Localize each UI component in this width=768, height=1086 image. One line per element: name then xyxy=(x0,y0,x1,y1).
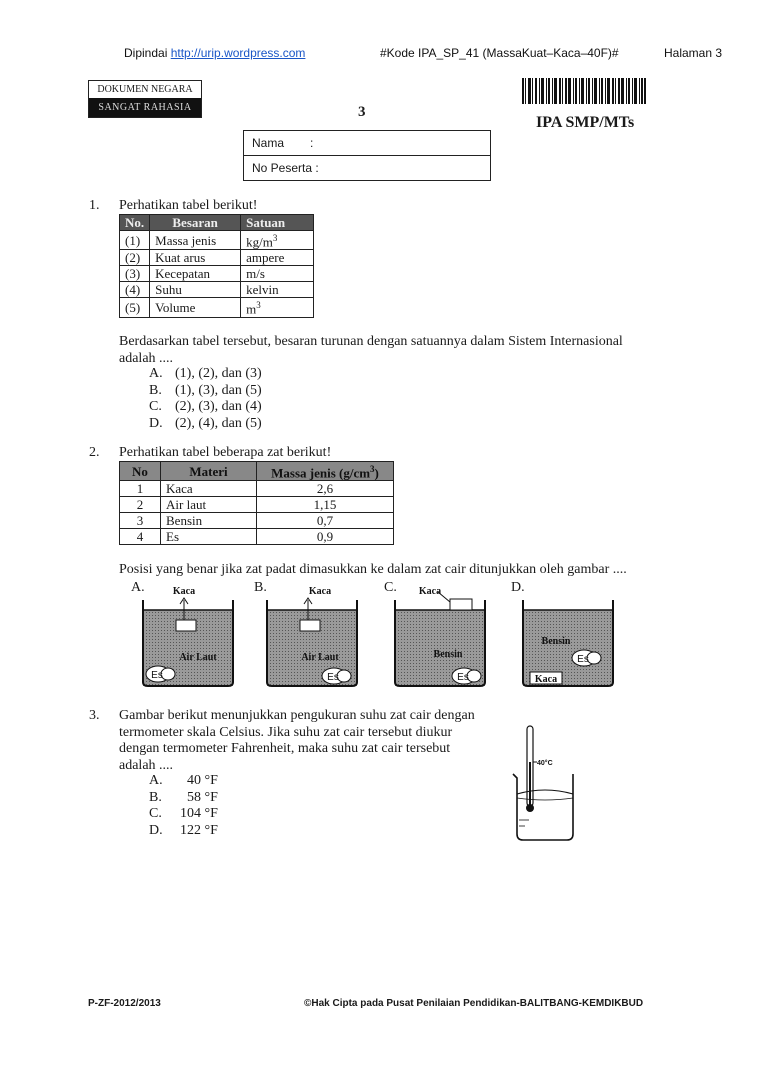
name-label: Nama xyxy=(252,136,285,150)
identity-box xyxy=(243,130,491,181)
q1-row-quantity: Kecepatan xyxy=(150,266,241,282)
q2-header-density xyxy=(257,462,394,481)
q3-question xyxy=(119,708,489,774)
unit-text: m xyxy=(246,301,257,317)
table-row xyxy=(120,513,394,529)
q1-header-no: No. xyxy=(120,215,150,231)
q2-question: Posisi yang benar jika zat padat dimasukkan ke dalam zat cair ditunjukkan oleh gambar .... xyxy=(119,562,627,577)
option-value: 122 xyxy=(180,822,201,838)
q2-number: 2. xyxy=(89,445,100,460)
q1-header-unit: Satuan xyxy=(241,215,314,231)
q1-option-b[interactable] xyxy=(149,383,262,400)
fig-d-liquid-label: Bensin xyxy=(541,636,571,647)
option-letter: B. xyxy=(149,382,162,398)
q2-row-no: 4 xyxy=(120,529,161,545)
q3-option-d[interactable] xyxy=(149,823,218,840)
document-code: #Kode IPA_SP_41 (MassaKuat–Kaca–40F)# xyxy=(380,46,619,60)
q2-row-density: 1,15 xyxy=(257,497,394,513)
option-letter: C. xyxy=(149,806,162,821)
unit-text: kelvin xyxy=(246,282,279,298)
option-letter: C. xyxy=(149,399,162,414)
q1-row-no: (3) xyxy=(120,266,150,282)
option-letter: A. xyxy=(149,773,163,788)
q1-question xyxy=(119,334,639,367)
source-link[interactable]: http://urip.wordpress.com xyxy=(170,46,306,60)
option-letter: D. xyxy=(149,822,163,838)
option-value: 58 xyxy=(187,789,201,805)
page-label: Halaman 3 xyxy=(664,46,723,60)
fig-c-ice-label: Es xyxy=(457,672,469,683)
fig-a-letter: A. xyxy=(131,580,145,595)
option-unit: °F xyxy=(204,806,218,821)
participant-row[interactable] xyxy=(244,155,490,180)
footer-copyright: ©Hak Cipta pada Pusat Penilaian Pendidikan-BALITBANG-KEMDIKBUD xyxy=(304,998,644,1009)
q1-row-no: (5) xyxy=(120,298,150,317)
unit-text: m/s xyxy=(246,266,265,282)
fig-b-ice-label: Es xyxy=(327,672,339,683)
q1-question-line-2: adalah .... xyxy=(119,350,174,366)
density-header-sup: 3 xyxy=(370,464,375,474)
table-row xyxy=(120,266,314,282)
q3-option-c[interactable] xyxy=(149,806,218,823)
option-unit: °F xyxy=(204,822,218,838)
q1-number: 1. xyxy=(89,198,100,213)
q2-prompt: Perhatikan tabel beberapa zat berikut! xyxy=(119,445,332,460)
unit-superscript: 3 xyxy=(256,300,261,311)
q2-row-density: 2,6 xyxy=(257,481,394,497)
option-value: 40 xyxy=(187,773,201,788)
table-row xyxy=(120,481,394,497)
table-row xyxy=(120,497,394,513)
fig-c-glass-label: Kaca xyxy=(418,586,442,597)
q1-row-quantity: Volume xyxy=(150,298,241,317)
q2-table xyxy=(119,461,394,545)
table-row xyxy=(120,298,314,317)
q1-row-unit xyxy=(241,298,314,317)
beaker-icon xyxy=(513,774,573,840)
fig-a-ice-label: Es xyxy=(151,670,163,681)
participant-label: No Peserta : xyxy=(252,161,319,175)
option-unit: °F xyxy=(204,789,218,805)
q1-row-quantity: Kuat arus xyxy=(150,250,241,266)
classification-stamp xyxy=(88,80,202,118)
option-letter: A. xyxy=(149,366,163,381)
q2-row-material: Air laut xyxy=(161,497,257,513)
q1-row-unit xyxy=(241,231,314,250)
fig-d-glass-label: Kaca xyxy=(534,674,558,685)
q1-row-no: (4) xyxy=(120,282,150,298)
thermometer-beaker-figure xyxy=(505,722,595,846)
scan-credit-label: Dipindai xyxy=(124,46,168,60)
thermometer-reading: 40°C xyxy=(537,760,553,767)
q3-line-4: adalah .... xyxy=(119,757,174,773)
q2-row-density: 0,7 xyxy=(257,513,394,529)
q2-row-material: Es xyxy=(161,529,257,545)
q1-row-quantity: Suhu xyxy=(150,282,241,298)
fig-b-glass-label: Kaca xyxy=(308,586,332,597)
page-number: 3 xyxy=(358,104,366,120)
stamp-line-1: DOKUMEN NEGARA xyxy=(89,81,201,98)
table-row xyxy=(120,282,314,298)
option-unit: °F xyxy=(204,773,218,788)
table-row xyxy=(120,529,394,545)
option-value: 104 xyxy=(180,806,201,821)
q3-line-3: dengan termometer Fahrenheit, maka suhu zat cair tersebut xyxy=(119,741,451,756)
q2-header-no: No xyxy=(120,462,161,481)
q1-question-line-1: Berdasarkan tabel tersebut, besaran turunan dengan satuannya dalam Sistem Internasional xyxy=(119,334,623,349)
fig-b-liquid-label: Air Laut xyxy=(301,652,339,663)
figure-c[interactable] xyxy=(392,582,488,690)
q3-line-2: termometer skala Celsius. Jika suhu zat cair tersebut diukur xyxy=(119,724,453,740)
figure-a[interactable] xyxy=(140,582,236,690)
q1-row-quantity: Massa jenis xyxy=(150,231,241,250)
q1-row-unit xyxy=(241,250,314,266)
option-text: (2), (4), dan (5) xyxy=(175,415,262,431)
fig-c-liquid-label: Bensin xyxy=(433,649,463,660)
footer-code: P-ZF-2012/2013 xyxy=(88,998,161,1009)
q2-row-no: 3 xyxy=(120,513,161,529)
unit-text: kg/m xyxy=(246,234,273,250)
q1-option-c[interactable] xyxy=(149,399,262,416)
q1-row-no: (1) xyxy=(120,231,150,250)
q1-options xyxy=(149,366,262,432)
density-header-text: Massa jenis (g/cm xyxy=(271,465,371,481)
q3-number: 3. xyxy=(89,708,100,723)
density-header-close: ) xyxy=(374,465,379,481)
fig-a-liquid-label: Air Laut xyxy=(179,652,217,663)
q2-row-no: 1 xyxy=(120,481,161,497)
scan-credit xyxy=(124,46,305,60)
figure-d[interactable] xyxy=(520,582,616,690)
option-text: (1), (3), dan (5) xyxy=(175,382,262,398)
q2-row-material: Kaca xyxy=(161,481,257,497)
name-colon: : xyxy=(310,136,314,150)
table-row xyxy=(120,250,314,266)
q3-option-a[interactable] xyxy=(149,773,218,790)
fig-d-letter: D. xyxy=(511,580,525,595)
option-letter: D. xyxy=(149,415,163,431)
q1-prompt: Perhatikan tabel berikut! xyxy=(119,198,258,213)
barcode xyxy=(522,78,646,104)
q2-row-no: 2 xyxy=(120,497,161,513)
fig-b-letter: B. xyxy=(254,580,267,595)
q2-row-density: 0,9 xyxy=(257,529,394,545)
q2-row-material: Bensin xyxy=(161,513,257,529)
stamp-line-2: SANGAT RAHASIA xyxy=(89,98,201,117)
q1-option-d[interactable] xyxy=(149,416,262,433)
q1-row-unit xyxy=(241,266,314,282)
q3-options xyxy=(149,773,218,839)
q3-line-1: Gambar berikut menunjukkan pengukuran suhu zat cair dengan xyxy=(119,708,475,723)
name-row[interactable] xyxy=(244,131,490,155)
q1-table xyxy=(119,214,314,318)
option-text: (2), (3), dan (4) xyxy=(175,399,262,414)
q1-row-no: (2) xyxy=(120,250,150,266)
unit-text: ampere xyxy=(246,250,285,266)
q3-option-b[interactable] xyxy=(149,790,218,807)
subject-title: IPA SMP/MTs xyxy=(536,114,635,131)
fig-a-glass-label: Kaca xyxy=(172,586,196,597)
option-letter: B. xyxy=(149,789,162,805)
unit-superscript: 3 xyxy=(272,233,278,243)
q1-row-unit xyxy=(241,282,314,298)
fig-d-ice-label: Es xyxy=(577,654,589,665)
q1-option-a[interactable] xyxy=(149,366,262,383)
q2-header-material: Materi xyxy=(161,462,257,481)
figure-b[interactable] xyxy=(264,582,360,690)
option-text: (1), (2), dan (3) xyxy=(175,366,262,381)
q1-header-quantity: Besaran xyxy=(150,215,241,231)
fig-c-letter: C. xyxy=(384,580,397,595)
table-row xyxy=(120,231,314,250)
